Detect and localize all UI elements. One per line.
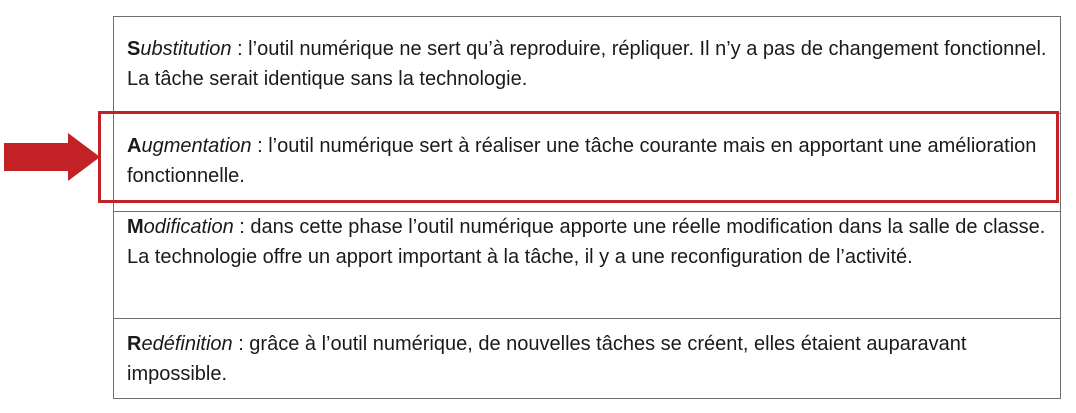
term-rest: ubstitution [140, 38, 232, 60]
term-description: : l’outil numérique sert à réaliser une tâche courante mais en apportant une amélioration fonctionnelle. [127, 135, 1037, 187]
term-initial: R [127, 333, 142, 355]
term-rest: ugmentation [141, 135, 252, 157]
term-initial: M [127, 216, 144, 238]
term-rest: odification [143, 216, 234, 238]
term-description: : l’outil numérique ne sert qu’à reproduire, répliquer. Il n’y a pas de changement fonctionnel. La tâche serait identique sans la technologie. [127, 38, 1047, 90]
highlight-box [98, 111, 1059, 203]
term-initial: S [127, 38, 141, 60]
right-arrow-icon [4, 133, 100, 181]
term-initial: A [127, 135, 142, 157]
samr-table [113, 16, 1061, 399]
table-row-substitution [114, 17, 1060, 113]
table-row-modification [114, 211, 1060, 318]
term-description: : grâce à l’outil numérique, de nouvelles tâches se créent, elles étaient auparavant impossible. [127, 333, 967, 385]
table-row-redefinition [114, 318, 1060, 400]
term-description: : dans cette phase l’outil numérique apporte une réelle modification dans la salle de classe. La technologie offre un apport important à la tâche, il y a une reconfiguration de l’activité. [127, 216, 1046, 268]
term-rest: edéfinition [141, 333, 233, 355]
